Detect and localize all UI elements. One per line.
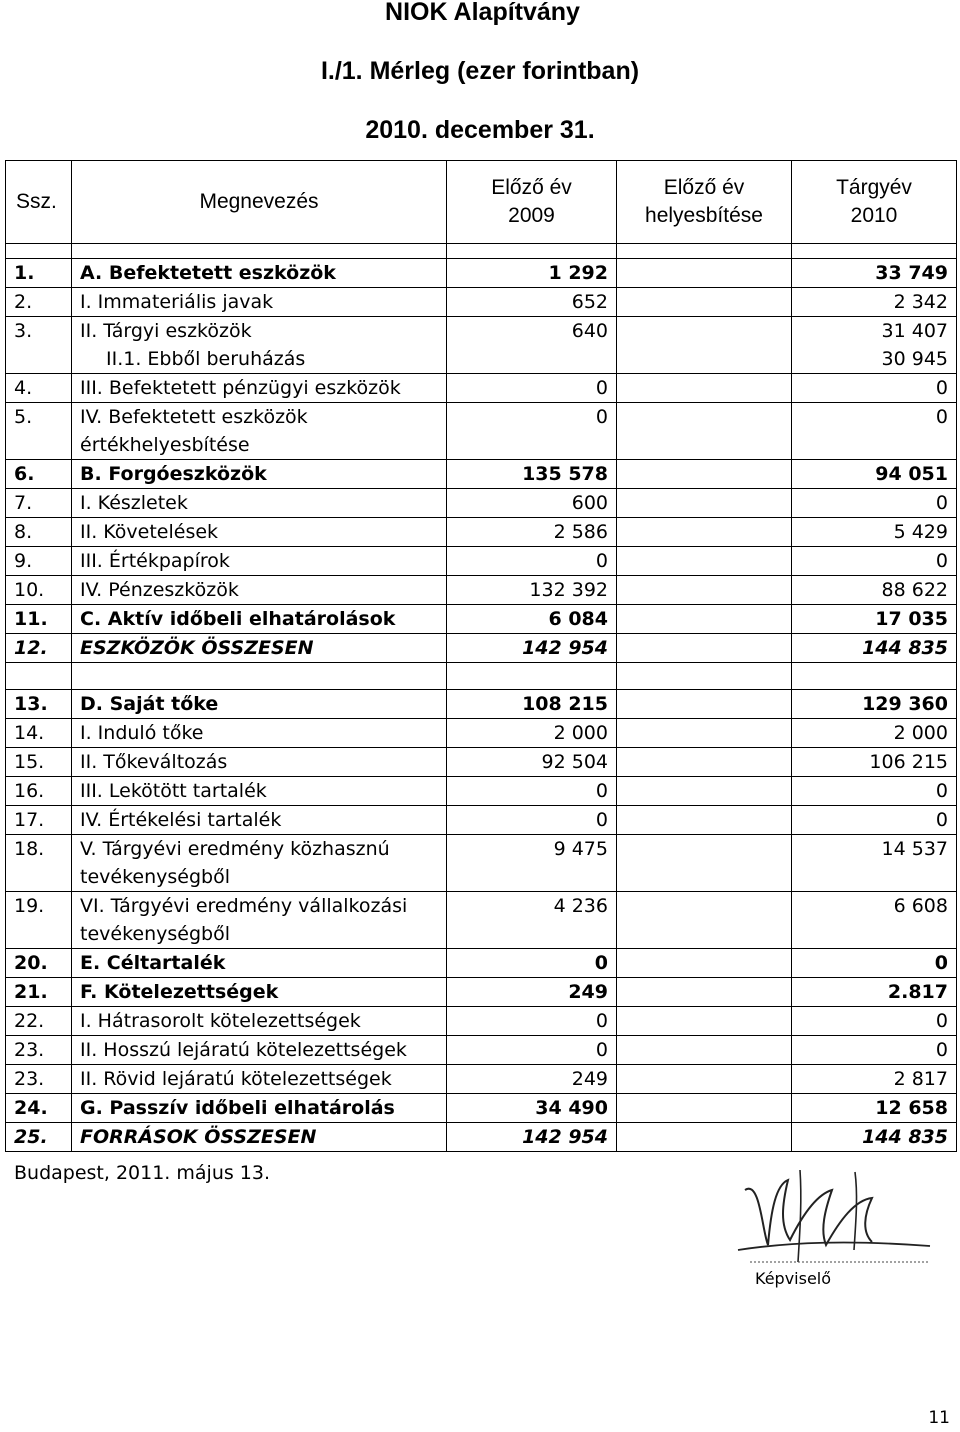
row-curr: 106 215	[792, 748, 957, 777]
row-prev: 135 578	[447, 460, 617, 489]
row-name: V. Tárgyévi eredmény közhasznú tevékenységből	[72, 835, 447, 892]
row-prev: 0	[447, 547, 617, 576]
page-number: 11	[928, 1408, 950, 1428]
row-corr	[617, 460, 792, 489]
row-curr: 0	[792, 1036, 957, 1065]
balance-date: 2010. december 31.	[365, 116, 595, 144]
row-curr: 0	[792, 1007, 957, 1036]
table-row	[6, 777, 957, 806]
row-name: F. Kötelezettségek	[72, 978, 447, 1007]
row-curr: 0	[792, 547, 957, 576]
table-row	[6, 374, 957, 403]
row-corr	[617, 518, 792, 547]
row-prev: 0	[447, 1036, 617, 1065]
row-curr: 2 342	[792, 288, 957, 317]
row-ssz: 13.	[6, 690, 72, 719]
row-prev: 600	[447, 489, 617, 518]
row-prev: 34 490	[447, 1094, 617, 1123]
row-curr: 0	[792, 949, 957, 978]
row-name: II. Hosszú lejáratú kötelezettségek	[72, 1036, 447, 1065]
table-row	[6, 489, 957, 518]
row-corr	[617, 605, 792, 634]
row-ssz: 12.	[6, 634, 72, 663]
row-name: A. Befektetett eszközök	[72, 259, 447, 288]
row-prev: 142 954	[447, 634, 617, 663]
row-prev: 4 236	[447, 892, 617, 949]
row-curr: 5 429	[792, 518, 957, 547]
table-row	[6, 1094, 957, 1123]
row-name: I. Immateriális javak	[72, 288, 447, 317]
row-corr	[617, 748, 792, 777]
header-ssz: Ssz.	[6, 161, 72, 244]
table-row	[6, 1036, 957, 1065]
row-ssz: 7.	[6, 489, 72, 518]
table-row	[6, 892, 957, 949]
header-correction: Előző év helyesbítése	[617, 161, 792, 244]
row-prev: 0	[447, 374, 617, 403]
row-name: III. Befektetett pénzügyi eszközök	[72, 374, 447, 403]
row-name: III. Értékpapírok	[72, 547, 447, 576]
row-corr	[617, 892, 792, 949]
row-corr	[617, 1094, 792, 1123]
table-row	[6, 576, 957, 605]
table-row	[6, 259, 957, 288]
table-row	[6, 317, 957, 374]
table-row-total	[6, 634, 957, 663]
row-name: E. Céltartalék	[72, 949, 447, 978]
organization-title: NIOK Alapítvány	[385, 0, 580, 26]
row-ssz: 4.	[6, 374, 72, 403]
row-corr	[617, 576, 792, 605]
place-and-date: Budapest, 2011. május 13.	[14, 1162, 271, 1184]
row-name: IV. Pénzeszközök	[72, 576, 447, 605]
table-row	[6, 719, 957, 748]
row-name: I. Készletek	[72, 489, 447, 518]
row-curr-sub: 30 945	[881, 348, 948, 370]
row-ssz: 20.	[6, 949, 72, 978]
row-prev: 2 586	[447, 518, 617, 547]
table-row	[6, 978, 957, 1007]
row-prev: 0	[447, 806, 617, 835]
row-prev: 0	[447, 777, 617, 806]
row-prev: 652	[447, 288, 617, 317]
row-name: IV. Befektetett eszközök értékhelyesbítése	[72, 403, 447, 460]
row-ssz: 9.	[6, 547, 72, 576]
row-ssz: 22.	[6, 1007, 72, 1036]
row-name: II. Követelések	[72, 518, 447, 547]
row-name-main: II. Tárgyi eszközök	[80, 320, 252, 342]
row-name-sub: II.1. Ebből beruházás	[106, 348, 306, 370]
row-corr	[617, 317, 792, 374]
row-corr	[617, 806, 792, 835]
row-name: I. Hátrasorolt kötelezettségek	[72, 1007, 447, 1036]
table-row	[6, 460, 957, 489]
row-ssz: 18.	[6, 835, 72, 892]
row-prev: 640	[447, 317, 617, 374]
table-row	[6, 1065, 957, 1094]
row-curr: 0	[792, 489, 957, 518]
row-ssz: 6.	[6, 460, 72, 489]
row-corr	[617, 489, 792, 518]
row-name: II. Rövid lejáratú kötelezettségek	[72, 1065, 447, 1094]
row-prev: 249	[447, 978, 617, 1007]
row-curr: 0	[792, 806, 957, 835]
row-ssz: 19.	[6, 892, 72, 949]
table-row	[6, 690, 957, 719]
spacer-row	[6, 244, 957, 259]
row-curr: 2.817	[792, 978, 957, 1007]
table-row	[6, 403, 957, 460]
row-prev: 1 292	[447, 259, 617, 288]
row-prev: 108 215	[447, 690, 617, 719]
row-curr: 0	[792, 374, 957, 403]
row-name: III. Lekötött tartalék	[72, 777, 447, 806]
row-corr	[617, 1036, 792, 1065]
row-corr	[617, 403, 792, 460]
row-ssz: 24.	[6, 1094, 72, 1123]
row-ssz: 15.	[6, 748, 72, 777]
row-name: ESZKÖZÖK ÖSSZESEN	[72, 634, 447, 663]
row-ssz: 21.	[6, 978, 72, 1007]
row-ssz: 23.	[6, 1036, 72, 1065]
row-prev: 9 475	[447, 835, 617, 892]
row-corr	[617, 949, 792, 978]
row-curr	[792, 317, 957, 374]
table-row	[6, 806, 957, 835]
row-name: C. Aktív időbeli elhatárolások	[72, 605, 447, 634]
table-row	[6, 547, 957, 576]
row-ssz: 17.	[6, 806, 72, 835]
row-corr	[617, 374, 792, 403]
row-ssz: 5.	[6, 403, 72, 460]
row-ssz: 16.	[6, 777, 72, 806]
row-name: IV. Értékelési tartalék	[72, 806, 447, 835]
row-curr: 88 622	[792, 576, 957, 605]
row-curr: 129 360	[792, 690, 957, 719]
table-row	[6, 949, 957, 978]
header-name: Megnevezés	[72, 161, 447, 244]
row-ssz: 2.	[6, 288, 72, 317]
row-corr	[617, 259, 792, 288]
row-curr: 12 658	[792, 1094, 957, 1123]
table-row	[6, 288, 957, 317]
header-prev-year: Előző év 2009	[447, 161, 617, 244]
row-corr	[617, 690, 792, 719]
row-curr: 0	[792, 403, 957, 460]
row-prev: 0	[447, 1007, 617, 1036]
row-name: D. Saját tőke	[72, 690, 447, 719]
row-prev: 132 392	[447, 576, 617, 605]
row-prev: 6 084	[447, 605, 617, 634]
row-curr: 94 051	[792, 460, 957, 489]
table-row-total	[6, 1123, 957, 1152]
table-row	[6, 835, 957, 892]
row-corr	[617, 978, 792, 1007]
spacer-row	[6, 663, 957, 690]
row-corr	[617, 547, 792, 576]
row-prev: 142 954	[447, 1123, 617, 1152]
table-row	[6, 1007, 957, 1036]
row-curr: 2 817	[792, 1065, 957, 1094]
row-corr	[617, 835, 792, 892]
row-curr: 144 835	[792, 1123, 957, 1152]
row-curr-main: 31 407	[881, 320, 948, 342]
row-prev: 0	[447, 403, 617, 460]
row-corr	[617, 1065, 792, 1094]
row-curr: 33 749	[792, 259, 957, 288]
row-name: II. Tőkeváltozás	[72, 748, 447, 777]
row-ssz: 10.	[6, 576, 72, 605]
row-curr: 2 000	[792, 719, 957, 748]
row-curr: 6 608	[792, 892, 957, 949]
row-curr: 144 835	[792, 634, 957, 663]
row-corr	[617, 777, 792, 806]
table-row	[6, 518, 957, 547]
row-name: I. Induló tőke	[72, 719, 447, 748]
table-title: I./1. Mérleg (ezer forintban)	[320, 57, 640, 85]
row-ssz: 8.	[6, 518, 72, 547]
row-corr	[617, 1123, 792, 1152]
row-ssz: 1.	[6, 259, 72, 288]
row-name: G. Passzív időbeli elhatárolás	[72, 1094, 447, 1123]
row-ssz: 14.	[6, 719, 72, 748]
row-name: B. Forgóeszközök	[72, 460, 447, 489]
row-ssz: 23.	[6, 1065, 72, 1094]
row-prev: 0	[447, 949, 617, 978]
row-ssz: 3.	[6, 317, 72, 374]
row-name: VI. Tárgyévi eredmény vállalkozási tevékenységből	[72, 892, 447, 949]
row-ssz: 11.	[6, 605, 72, 634]
row-name: FORRÁSOK ÖSSZESEN	[72, 1123, 447, 1152]
row-curr: 0	[792, 777, 957, 806]
row-curr: 14 537	[792, 835, 957, 892]
header-current-year: Tárgyév 2010	[792, 161, 957, 244]
table-row	[6, 605, 957, 634]
row-corr	[617, 634, 792, 663]
row-corr	[617, 1007, 792, 1036]
row-corr	[617, 719, 792, 748]
row-ssz: 25.	[6, 1123, 72, 1152]
row-name	[72, 317, 447, 374]
table-header-row	[6, 161, 957, 244]
table-row	[6, 748, 957, 777]
row-prev: 2 000	[447, 719, 617, 748]
row-prev: 92 504	[447, 748, 617, 777]
row-curr: 17 035	[792, 605, 957, 634]
signature-label: Képviselő	[755, 1269, 832, 1288]
balance-sheet-table	[5, 160, 957, 1152]
row-corr	[617, 288, 792, 317]
row-prev: 249	[447, 1065, 617, 1094]
